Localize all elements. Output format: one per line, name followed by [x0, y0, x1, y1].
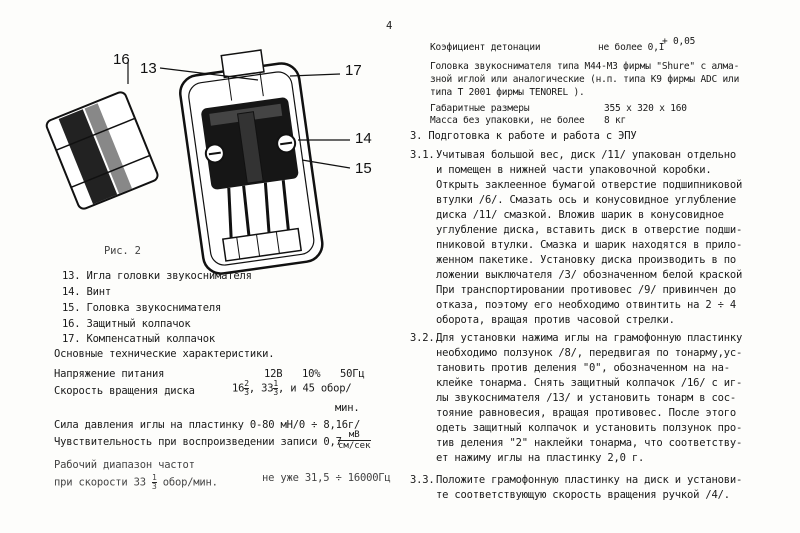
- head-text: Головка звукоснимателя типа М44-МЗ фирмы "Shure" с алма-: [430, 61, 740, 72]
- detonation-tolerance: + 0,05: [662, 36, 696, 47]
- paragraph-number: 3.3.: [410, 474, 435, 486]
- callout-14: 14: [355, 130, 372, 147]
- paragraph-number: 3.1.: [410, 149, 435, 161]
- mass-value: 8 кг: [604, 115, 627, 126]
- paragraph-line: тояние равновесия, вращая противовес. После этого: [436, 407, 736, 419]
- paragraph-line: При транспортировании противовес /9/ привинчен до: [436, 284, 736, 296]
- paragraph-line: и помещен в нижней части упаковочной коробки.: [436, 164, 712, 176]
- legend-item: 16. Защитный колпачок: [62, 318, 191, 330]
- paragraph-line: ет нажиму иглы на пластинку 2,0 г.: [436, 452, 645, 464]
- sensitivity-label: Чувствительность при воспроизведении записи 0,7: [54, 436, 342, 448]
- mass-label: Масса без упаковки, не более: [430, 115, 585, 126]
- paragraph-line: Открыть заклеенное бумагой отверстие подшипниковой: [436, 179, 743, 191]
- paragraph-line: одеть защитный колпачок и установить ползунок про-: [436, 422, 743, 434]
- specs-heading: Основные технические характеристики.: [54, 348, 275, 360]
- frequency-range-value: не уже 31,5 ÷ 16000Гц: [262, 472, 391, 484]
- paragraph-line: углубление диска, вставить диск в отверстие подши-: [436, 224, 743, 236]
- callout-16: 16: [113, 51, 130, 68]
- voltage-frequency: 50Гц: [340, 368, 365, 380]
- dimensions-value: 355 х 320 х 160: [604, 103, 687, 114]
- section-title: 3. Подготовка к работе и работа с ЭПУ: [410, 130, 637, 142]
- dimensions-label: Габаритные размеры: [430, 103, 530, 114]
- paragraph-line: клейке тонарма. Снять защитный колпачок /16/ с иг-: [436, 377, 743, 389]
- speed-values: 16 $\frac{2}{3}$ , 33 $\frac{1}{3}$ , и 45 обор/: [232, 379, 352, 397]
- sensitivity-unit: $\frac{мВ}{\text{см/сек}}$: [338, 430, 371, 451]
- paragraph-line: Для установки нажима иглы на грамофонную пластинку: [436, 332, 743, 344]
- callout-13: 13: [140, 60, 157, 77]
- speed-unit: мин.: [335, 402, 360, 414]
- paragraph-line: ложении выключателя /3/ обозначенном белой краской: [436, 269, 743, 281]
- paragraph-line: лы звукоснимателя /13/ и установить тонарм в сос-: [436, 392, 736, 404]
- head-text: типа Т 2001 фирмы TENOREL ).: [430, 87, 585, 98]
- callout-15: 15: [355, 160, 372, 177]
- paragraph-number: 3.2.: [410, 332, 435, 344]
- voltage-label: Напряжение питания: [54, 368, 165, 380]
- paragraph-line: Учитывая большой вес, диск /11/ упакован отдельно: [436, 149, 736, 161]
- frequency-range-label: Рабочий диапазон частот: [54, 459, 195, 471]
- voltage-tolerance: 10%: [302, 368, 321, 380]
- paragraph-line: оборота, вращая против часовой стрелки.: [436, 314, 675, 326]
- page-number: 4: [386, 20, 393, 32]
- detonation-label: Коэфициент детонации: [430, 42, 541, 53]
- detonation-value: не более 0,I: [598, 42, 665, 53]
- head-text: зной иглой или аналогические (н.п. типа К9 фирмы ADC или: [430, 74, 740, 85]
- paragraph-line: отказа, поэтому его необходимо отвинтить на 2 ÷ 4: [436, 299, 736, 311]
- paragraph-line: те соответствующую скорость вращения ручкой /4/.: [436, 489, 730, 501]
- paragraph-line: тановить против деления "0", обозначенном на на-: [436, 362, 730, 374]
- protective-cap-drawing: [45, 91, 159, 211]
- needle-force: Сила давления иглы на пластинку 0-80 мН/0 ÷ 8,16г/: [54, 419, 361, 431]
- legend-item: 13. Игла головки звукоснимателя: [62, 270, 252, 282]
- legend-item: 14. Винт: [62, 286, 111, 298]
- paragraph-line: женном пакетике. Установку диска производить в по: [436, 254, 736, 266]
- paragraph-line: тив деления "2" наклейки тонарма, что соответству-: [436, 437, 743, 449]
- voltage-value: 12В: [264, 368, 283, 380]
- paragraph-line: диска /11/ смазкой. Вложив шарик в конусовидное: [436, 209, 724, 221]
- callout-17: 17: [345, 62, 362, 79]
- figure-caption: Рис. 2: [104, 245, 141, 257]
- frequency-range-speed: при скорости 33 $\frac{1}{3}$ обор/мин.: [54, 473, 218, 491]
- paragraph-line: необходимо ползунок /8/, передвигая по тонарму,ус-: [436, 347, 743, 359]
- paragraph-line: Положите грамофонную пластинку на диск и установи-: [436, 474, 743, 486]
- paragraph-line: пниковой втулки. Смазка и шарик находятся в прило-: [436, 239, 743, 251]
- speed-label: Скорость вращения диска: [54, 385, 195, 397]
- cartridge-illustration: [40, 40, 390, 280]
- legend-item: 17. Компенсатный колпачок: [62, 333, 216, 345]
- legend-item: 15. Головка звукоснимателя: [62, 302, 222, 314]
- paragraph-line: втулки /6/. Смазать ось и конусовидное углубление: [436, 194, 736, 206]
